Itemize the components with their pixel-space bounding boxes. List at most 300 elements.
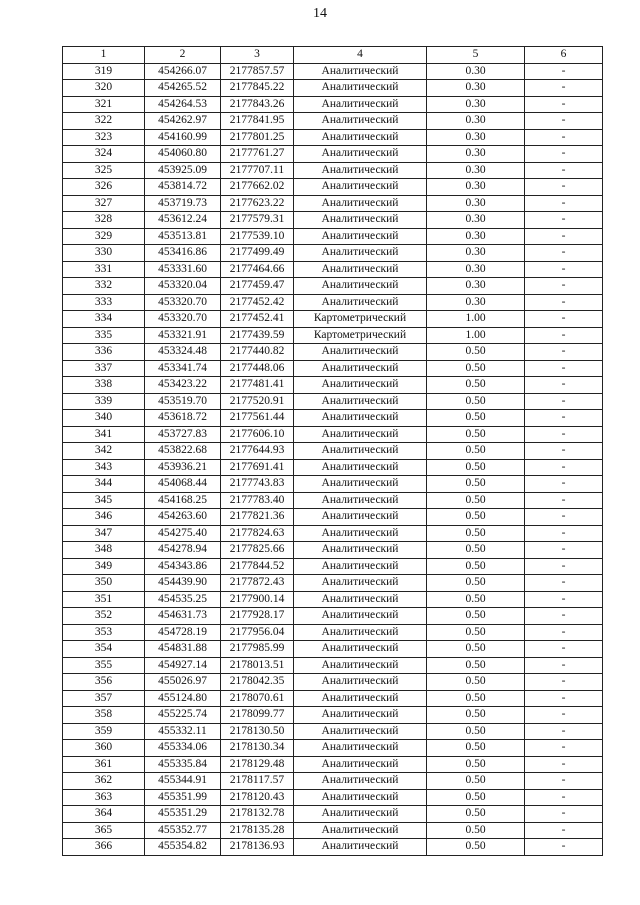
table-cell: 0.30 bbox=[427, 96, 525, 113]
table-cell: 0.50 bbox=[427, 542, 525, 559]
table-cell: - bbox=[525, 789, 603, 806]
table-cell: 343 bbox=[63, 459, 145, 476]
table-cell: - bbox=[525, 179, 603, 196]
table-cell: - bbox=[525, 624, 603, 641]
table-cell: 321 bbox=[63, 96, 145, 113]
table-row bbox=[63, 113, 603, 130]
table-cell: 2177439.59 bbox=[221, 327, 294, 344]
table-cell: 346 bbox=[63, 509, 145, 526]
table-cell: 323 bbox=[63, 129, 145, 146]
table-cell: 2178135.28 bbox=[221, 822, 294, 839]
table-cell: Аналитический bbox=[294, 707, 427, 724]
table-cell: 362 bbox=[63, 773, 145, 790]
table-cell: 363 bbox=[63, 789, 145, 806]
table-row bbox=[63, 459, 603, 476]
table-cell: - bbox=[525, 294, 603, 311]
table-cell: 0.30 bbox=[427, 80, 525, 97]
table-cell: 0.30 bbox=[427, 146, 525, 163]
table-cell: 454439.90 bbox=[145, 575, 221, 592]
table-cell: 2177623.22 bbox=[221, 195, 294, 212]
table-cell: 334 bbox=[63, 311, 145, 328]
table-cell: 327 bbox=[63, 195, 145, 212]
table-cell: Аналитический bbox=[294, 674, 427, 691]
table-cell: 2178130.50 bbox=[221, 723, 294, 740]
table-cell: - bbox=[525, 96, 603, 113]
table-cell: 453341.74 bbox=[145, 360, 221, 377]
table-cell: - bbox=[525, 146, 603, 163]
table-cell: 454264.53 bbox=[145, 96, 221, 113]
column-header: 3 bbox=[221, 47, 294, 64]
table-cell: - bbox=[525, 476, 603, 493]
table-cell: 2177783.40 bbox=[221, 492, 294, 509]
table-cell: Аналитический bbox=[294, 63, 427, 80]
table-cell: 2177520.91 bbox=[221, 393, 294, 410]
table-cell: - bbox=[525, 80, 603, 97]
table-cell: Аналитический bbox=[294, 245, 427, 262]
table-cell: Аналитический bbox=[294, 575, 427, 592]
table-cell: 454278.94 bbox=[145, 542, 221, 559]
table-cell: 333 bbox=[63, 294, 145, 311]
table-cell: 2177691.41 bbox=[221, 459, 294, 476]
table-cell: 2177644.93 bbox=[221, 443, 294, 460]
table-cell: 2177845.22 bbox=[221, 80, 294, 97]
table-cell: - bbox=[525, 261, 603, 278]
table-cell: 455344.91 bbox=[145, 773, 221, 790]
table-cell: 1.00 bbox=[427, 311, 525, 328]
table-row bbox=[63, 344, 603, 361]
table-cell: Аналитический bbox=[294, 162, 427, 179]
table-cell: 455351.29 bbox=[145, 806, 221, 823]
table-cell: Аналитический bbox=[294, 377, 427, 394]
table-cell: 2178129.48 bbox=[221, 756, 294, 773]
table-cell: 0.30 bbox=[427, 179, 525, 196]
table-cell: 358 bbox=[63, 707, 145, 724]
table-row bbox=[63, 806, 603, 823]
table-cell: - bbox=[525, 822, 603, 839]
table-row bbox=[63, 261, 603, 278]
table-row bbox=[63, 822, 603, 839]
table-cell: - bbox=[525, 360, 603, 377]
table-cell: 2177761.27 bbox=[221, 146, 294, 163]
table-cell: 329 bbox=[63, 228, 145, 245]
table-cell: 453822.68 bbox=[145, 443, 221, 460]
table-cell: 359 bbox=[63, 723, 145, 740]
table-cell: 2177843.26 bbox=[221, 96, 294, 113]
table-cell: 345 bbox=[63, 492, 145, 509]
table-cell: 0.30 bbox=[427, 278, 525, 295]
table-cell: Аналитический bbox=[294, 360, 427, 377]
table-cell: 2177821.36 bbox=[221, 509, 294, 526]
table-cell: 356 bbox=[63, 674, 145, 691]
table-row bbox=[63, 327, 603, 344]
table-cell: Аналитический bbox=[294, 294, 427, 311]
table-cell: 2177499.49 bbox=[221, 245, 294, 262]
table-cell: - bbox=[525, 344, 603, 361]
table-cell: 0.50 bbox=[427, 608, 525, 625]
table-cell: 0.50 bbox=[427, 591, 525, 608]
table-cell: Аналитический bbox=[294, 278, 427, 295]
table-row bbox=[63, 162, 603, 179]
table-cell: Аналитический bbox=[294, 146, 427, 163]
table-cell: 0.50 bbox=[427, 657, 525, 674]
table-row bbox=[63, 773, 603, 790]
table-cell: 350 bbox=[63, 575, 145, 592]
table-cell: 0.30 bbox=[427, 113, 525, 130]
table-cell: - bbox=[525, 113, 603, 130]
table-cell: 337 bbox=[63, 360, 145, 377]
table-cell: Аналитический bbox=[294, 80, 427, 97]
table-cell: 2177857.57 bbox=[221, 63, 294, 80]
table-row bbox=[63, 756, 603, 773]
table-cell: Аналитический bbox=[294, 723, 427, 740]
table-cell: 2177662.02 bbox=[221, 179, 294, 196]
table-cell: - bbox=[525, 657, 603, 674]
table-cell: 2178117.57 bbox=[221, 773, 294, 790]
table-cell: 2178132.78 bbox=[221, 806, 294, 823]
table-row bbox=[63, 624, 603, 641]
table-cell: 339 bbox=[63, 393, 145, 410]
table-cell: 0.30 bbox=[427, 212, 525, 229]
table-cell: 320 bbox=[63, 80, 145, 97]
table-cell: 0.50 bbox=[427, 509, 525, 526]
table-cell: 357 bbox=[63, 690, 145, 707]
table-cell: 0.50 bbox=[427, 525, 525, 542]
table-cell: 0.50 bbox=[427, 690, 525, 707]
table-cell: 454275.40 bbox=[145, 525, 221, 542]
table-row bbox=[63, 674, 603, 691]
table-cell: - bbox=[525, 558, 603, 575]
table-cell: - bbox=[525, 393, 603, 410]
table-cell: 2178136.93 bbox=[221, 839, 294, 856]
table-cell: - bbox=[525, 228, 603, 245]
table-cell: 0.50 bbox=[427, 492, 525, 509]
table-cell: 454262.97 bbox=[145, 113, 221, 130]
table-cell: 0.50 bbox=[427, 558, 525, 575]
table-row bbox=[63, 146, 603, 163]
table-cell: 365 bbox=[63, 822, 145, 839]
table-cell: 0.50 bbox=[427, 641, 525, 658]
table-cell: - bbox=[525, 839, 603, 856]
table-cell: Аналитический bbox=[294, 806, 427, 823]
table-cell: Аналитический bbox=[294, 476, 427, 493]
table-cell: 2177561.44 bbox=[221, 410, 294, 427]
table-cell: 326 bbox=[63, 179, 145, 196]
table-cell: Аналитический bbox=[294, 228, 427, 245]
table-cell: 455354.82 bbox=[145, 839, 221, 856]
table-cell: 340 bbox=[63, 410, 145, 427]
table-header-row bbox=[63, 47, 603, 64]
table-cell: Аналитический bbox=[294, 113, 427, 130]
table-cell: Картометрический bbox=[294, 327, 427, 344]
table-row bbox=[63, 509, 603, 526]
table-row bbox=[63, 294, 603, 311]
table-row bbox=[63, 723, 603, 740]
table-cell: 2177825.66 bbox=[221, 542, 294, 559]
table-cell: 2178042.35 bbox=[221, 674, 294, 691]
table-cell: Аналитический bbox=[294, 212, 427, 229]
table-cell: Аналитический bbox=[294, 641, 427, 658]
table-cell: 2178130.34 bbox=[221, 740, 294, 757]
table-cell: 336 bbox=[63, 344, 145, 361]
table-cell: 338 bbox=[63, 377, 145, 394]
table-cell: 454168.25 bbox=[145, 492, 221, 509]
table-row bbox=[63, 96, 603, 113]
table-cell: - bbox=[525, 806, 603, 823]
table-cell: 351 bbox=[63, 591, 145, 608]
table-cell: 2177707.11 bbox=[221, 162, 294, 179]
table-cell: - bbox=[525, 410, 603, 427]
table-cell: 328 bbox=[63, 212, 145, 229]
page-number: 14 bbox=[313, 6, 327, 21]
table-cell: 348 bbox=[63, 542, 145, 559]
table-cell: 0.30 bbox=[427, 228, 525, 245]
table-cell: - bbox=[525, 525, 603, 542]
table-cell: - bbox=[525, 327, 603, 344]
table-cell: 319 bbox=[63, 63, 145, 80]
table-cell: 453321.91 bbox=[145, 327, 221, 344]
table-cell: 453618.72 bbox=[145, 410, 221, 427]
table-cell: - bbox=[525, 377, 603, 394]
table-cell: 454060.80 bbox=[145, 146, 221, 163]
table-cell: Аналитический bbox=[294, 195, 427, 212]
table-cell: 454263.60 bbox=[145, 509, 221, 526]
table-cell: 332 bbox=[63, 278, 145, 295]
column-header: 6 bbox=[525, 47, 603, 64]
table-cell: 0.50 bbox=[427, 443, 525, 460]
table-cell: 0.50 bbox=[427, 756, 525, 773]
table-cell: Аналитический bbox=[294, 459, 427, 476]
table-cell: 2177579.31 bbox=[221, 212, 294, 229]
table-cell: Аналитический bbox=[294, 591, 427, 608]
table-cell: 453814.72 bbox=[145, 179, 221, 196]
table-cell: 2177452.42 bbox=[221, 294, 294, 311]
table-cell: - bbox=[525, 756, 603, 773]
table-cell: 2177539.10 bbox=[221, 228, 294, 245]
table-cell: Аналитический bbox=[294, 261, 427, 278]
table-cell: 453320.70 bbox=[145, 311, 221, 328]
table-cell: Аналитический bbox=[294, 492, 427, 509]
table-cell: 2177928.17 bbox=[221, 608, 294, 625]
table-cell: Аналитический bbox=[294, 822, 427, 839]
table-cell: - bbox=[525, 509, 603, 526]
table-cell: - bbox=[525, 773, 603, 790]
table-cell: 2177900.14 bbox=[221, 591, 294, 608]
table-cell: 453925.09 bbox=[145, 162, 221, 179]
table-row bbox=[63, 278, 603, 295]
table-row bbox=[63, 575, 603, 592]
table-cell: 0.50 bbox=[427, 476, 525, 493]
table-cell: 453320.04 bbox=[145, 278, 221, 295]
table-cell: Аналитический bbox=[294, 179, 427, 196]
table-row bbox=[63, 311, 603, 328]
table-cell: Аналитический bbox=[294, 393, 427, 410]
table-cell: 331 bbox=[63, 261, 145, 278]
table-row bbox=[63, 179, 603, 196]
table-cell: 0.50 bbox=[427, 459, 525, 476]
table-cell: 342 bbox=[63, 443, 145, 460]
table-cell: - bbox=[525, 740, 603, 757]
table-cell: Аналитический bbox=[294, 624, 427, 641]
column-header: 1 bbox=[63, 47, 145, 64]
table-cell: 454631.73 bbox=[145, 608, 221, 625]
table-cell: Аналитический bbox=[294, 657, 427, 674]
table-cell: 325 bbox=[63, 162, 145, 179]
table-cell: 453324.48 bbox=[145, 344, 221, 361]
table-row bbox=[63, 426, 603, 443]
table-cell: 454831.88 bbox=[145, 641, 221, 658]
table-cell: - bbox=[525, 492, 603, 509]
table-cell: 455124.80 bbox=[145, 690, 221, 707]
table-cell: 0.30 bbox=[427, 162, 525, 179]
table-cell: - bbox=[525, 129, 603, 146]
table-cell: 0.50 bbox=[427, 806, 525, 823]
table-cell: 453727.83 bbox=[145, 426, 221, 443]
table-cell: 1.00 bbox=[427, 327, 525, 344]
table-row bbox=[63, 377, 603, 394]
table-cell: 2178013.51 bbox=[221, 657, 294, 674]
table-cell: 0.50 bbox=[427, 740, 525, 757]
table-cell: 0.30 bbox=[427, 63, 525, 80]
table-row bbox=[63, 410, 603, 427]
table-cell: 2177824.63 bbox=[221, 525, 294, 542]
table-cell: 353 bbox=[63, 624, 145, 641]
table-cell: 2177985.99 bbox=[221, 641, 294, 658]
table-row bbox=[63, 228, 603, 245]
table-cell: 0.50 bbox=[427, 822, 525, 839]
table-cell: 2177459.47 bbox=[221, 278, 294, 295]
table-cell: 349 bbox=[63, 558, 145, 575]
table-cell: Аналитический bbox=[294, 129, 427, 146]
table-cell: 2177872.43 bbox=[221, 575, 294, 592]
table-cell: 0.50 bbox=[427, 344, 525, 361]
table-cell: Аналитический bbox=[294, 525, 427, 542]
table-cell: Аналитический bbox=[294, 443, 427, 460]
table-cell: 455351.99 bbox=[145, 789, 221, 806]
column-header: 4 bbox=[294, 47, 427, 64]
table-cell: 354 bbox=[63, 641, 145, 658]
table-cell: - bbox=[525, 162, 603, 179]
table-cell: - bbox=[525, 542, 603, 559]
table-cell: 0.30 bbox=[427, 261, 525, 278]
table-cell: 2177452.41 bbox=[221, 311, 294, 328]
table-cell: 2177801.25 bbox=[221, 129, 294, 146]
table-cell: 330 bbox=[63, 245, 145, 262]
table-cell: 0.30 bbox=[427, 195, 525, 212]
table-cell: 0.50 bbox=[427, 360, 525, 377]
table-cell: 2177481.41 bbox=[221, 377, 294, 394]
table-row bbox=[63, 492, 603, 509]
table-cell: 454343.86 bbox=[145, 558, 221, 575]
table-cell: 2177841.95 bbox=[221, 113, 294, 130]
table-row bbox=[63, 63, 603, 80]
table-cell: 0.50 bbox=[427, 624, 525, 641]
table-cell: 361 bbox=[63, 756, 145, 773]
table-cell: 0.50 bbox=[427, 377, 525, 394]
table-cell: 341 bbox=[63, 426, 145, 443]
table-cell: 0.50 bbox=[427, 393, 525, 410]
table-cell: - bbox=[525, 195, 603, 212]
table-cell: 0.50 bbox=[427, 410, 525, 427]
table-cell: 454728.19 bbox=[145, 624, 221, 641]
table-cell: - bbox=[525, 63, 603, 80]
table-cell: Аналитический bbox=[294, 542, 427, 559]
table-cell: 360 bbox=[63, 740, 145, 757]
table-cell: 455335.84 bbox=[145, 756, 221, 773]
table-cell: 2178120.43 bbox=[221, 789, 294, 806]
table-cell: 455026.97 bbox=[145, 674, 221, 691]
table-cell: 455332.11 bbox=[145, 723, 221, 740]
table-cell: Аналитический bbox=[294, 558, 427, 575]
table-cell: - bbox=[525, 608, 603, 625]
table-row bbox=[63, 393, 603, 410]
table-cell: 347 bbox=[63, 525, 145, 542]
table-cell: Аналитический bbox=[294, 344, 427, 361]
table-cell: 0.30 bbox=[427, 245, 525, 262]
table-cell: 454160.99 bbox=[145, 129, 221, 146]
table-cell: 453612.24 bbox=[145, 212, 221, 229]
table-cell: 455225.74 bbox=[145, 707, 221, 724]
table-cell: 455352.77 bbox=[145, 822, 221, 839]
table-cell: 0.50 bbox=[427, 575, 525, 592]
table-cell: 454535.25 bbox=[145, 591, 221, 608]
table-row bbox=[63, 789, 603, 806]
table-row bbox=[63, 707, 603, 724]
table-cell: 2177464.66 bbox=[221, 261, 294, 278]
table-cell: Аналитический bbox=[294, 839, 427, 856]
table-cell: 0.50 bbox=[427, 839, 525, 856]
table-cell: 454265.52 bbox=[145, 80, 221, 97]
table-cell: 454266.07 bbox=[145, 63, 221, 80]
table-cell: 352 bbox=[63, 608, 145, 625]
table-cell: 2177606.10 bbox=[221, 426, 294, 443]
table-row bbox=[63, 129, 603, 146]
column-header: 2 bbox=[145, 47, 221, 64]
table-cell: - bbox=[525, 641, 603, 658]
table-row bbox=[63, 245, 603, 262]
table-cell: - bbox=[525, 443, 603, 460]
table-row bbox=[63, 195, 603, 212]
table-cell: Аналитический bbox=[294, 773, 427, 790]
table-cell: 454927.14 bbox=[145, 657, 221, 674]
table-cell: 455334.06 bbox=[145, 740, 221, 757]
table-cell: 0.50 bbox=[427, 426, 525, 443]
table-cell: - bbox=[525, 591, 603, 608]
table-cell: - bbox=[525, 723, 603, 740]
table-cell: Аналитический bbox=[294, 96, 427, 113]
table-row bbox=[63, 740, 603, 757]
table-row bbox=[63, 476, 603, 493]
table-cell: 0.30 bbox=[427, 294, 525, 311]
table-cell: 453513.81 bbox=[145, 228, 221, 245]
table-row bbox=[63, 80, 603, 97]
table-cell: 453423.22 bbox=[145, 377, 221, 394]
table-cell: 454068.44 bbox=[145, 476, 221, 493]
table-cell: 2177440.82 bbox=[221, 344, 294, 361]
table-cell: Аналитический bbox=[294, 608, 427, 625]
table-cell: - bbox=[525, 426, 603, 443]
table-cell: 453719.73 bbox=[145, 195, 221, 212]
table-cell: 2177956.04 bbox=[221, 624, 294, 641]
table-cell: 0.50 bbox=[427, 789, 525, 806]
table-cell: 2178070.61 bbox=[221, 690, 294, 707]
table-cell: 453320.70 bbox=[145, 294, 221, 311]
table-cell: 364 bbox=[63, 806, 145, 823]
table-body bbox=[63, 63, 603, 855]
table-cell: 344 bbox=[63, 476, 145, 493]
table-row bbox=[63, 690, 603, 707]
table-cell: 453416.86 bbox=[145, 245, 221, 262]
table-cell: 335 bbox=[63, 327, 145, 344]
